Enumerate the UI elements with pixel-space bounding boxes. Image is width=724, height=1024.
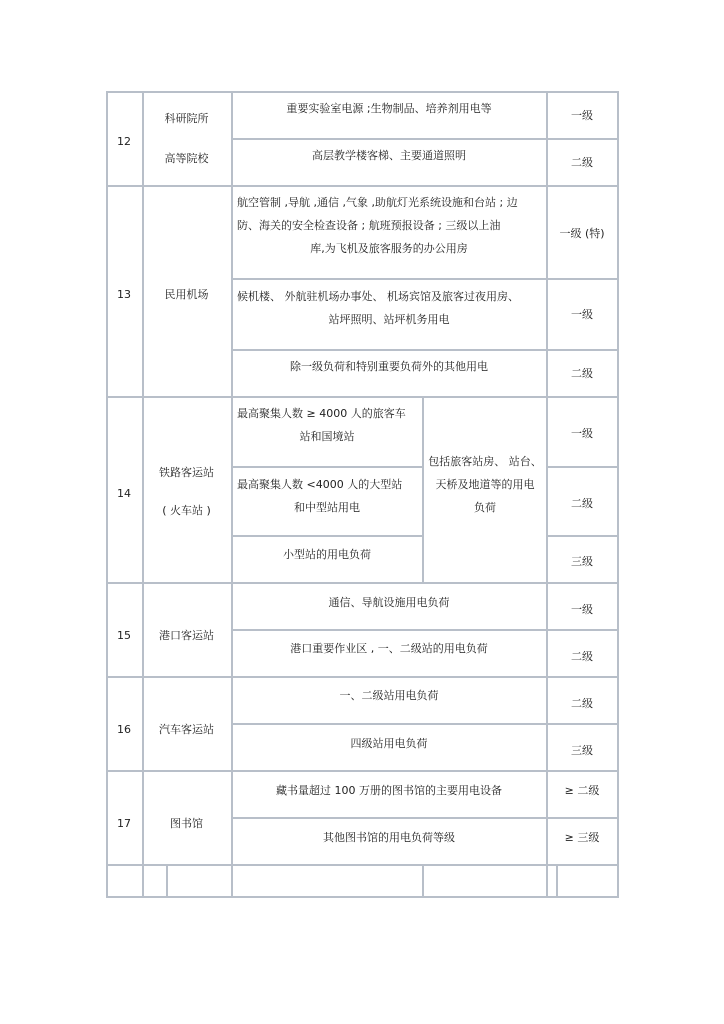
load-description: 其他图书馆的用电负荷等级 <box>323 831 455 844</box>
rule <box>142 91 144 898</box>
load-description: 航空管制 ,导航 ,通信 ,气象 ,助航灯光系统设施和台站 ; 边 <box>237 196 518 209</box>
load-level: 三级 <box>571 744 593 757</box>
rule <box>166 864 168 898</box>
row-number: 17 <box>117 817 131 830</box>
rule <box>106 896 618 898</box>
load-level: 二级 <box>571 497 593 510</box>
category-label: 汽车客运站 <box>159 723 214 736</box>
load-description: 重要实验室电源 ;生物制品、培养剂用电等 <box>286 102 492 115</box>
rule <box>106 185 618 187</box>
rule <box>106 582 618 584</box>
category-label: 图书馆 <box>170 817 203 830</box>
rule <box>232 278 618 280</box>
rule <box>106 396 618 398</box>
rule <box>232 349 618 351</box>
load-description: 小型站的用电负荷 <box>283 548 371 561</box>
row-number: 12 <box>117 135 131 148</box>
category-label: 港口客运站 <box>159 629 214 642</box>
category-label: 铁路客运站 <box>159 466 214 479</box>
load-level: 一级 <box>571 603 593 616</box>
row-number: 13 <box>117 288 131 301</box>
load-level: 三级 <box>571 555 593 568</box>
load-description: 防、海关的安全检查设备 ; 航班预报设备 ; 三级以上油 <box>237 219 501 232</box>
load-description: 和中型站用电 <box>294 501 360 514</box>
row-number: 16 <box>117 723 131 736</box>
rule <box>231 91 233 898</box>
shared-note: 包括旅客站房、 站台、 <box>428 455 542 468</box>
load-description: 一、二级站用电负荷 <box>339 689 439 702</box>
rule <box>232 629 618 631</box>
rule <box>106 864 618 866</box>
load-description: 藏书量超过 100 万册的图书馆的主要用电设备 <box>276 784 502 797</box>
load-description: 库,为飞机及旅客服务的办公用房 <box>310 242 468 255</box>
rule <box>422 864 424 898</box>
shared-note: 天桥及地道等的用电 <box>435 478 535 491</box>
load-description: 站坪照明、站坪机务用电 <box>328 313 450 326</box>
load-level: 一级 <box>571 109 593 122</box>
category-label: 高等院校 <box>164 152 209 165</box>
load-level: 二级 <box>571 650 593 663</box>
load-level: 一级 <box>571 427 593 440</box>
load-level: 二级 <box>571 367 593 380</box>
rule <box>232 466 422 468</box>
load-level: 一级 <box>571 308 593 321</box>
load-description: 除一级负荷和特别重要负荷外的其他用电 <box>290 360 488 373</box>
load-description: 站和国境站 <box>299 430 355 443</box>
rule <box>232 138 546 140</box>
rule <box>556 864 558 898</box>
load-description: 最高聚集人数 <4000 人的大型站 <box>237 478 403 491</box>
load-description: 港口重要作业区 , 一、二级站的用电负荷 <box>290 642 488 655</box>
load-level: ≥ 三级 <box>564 831 600 844</box>
rule <box>106 91 618 93</box>
category-label: 民用机场 <box>164 288 209 301</box>
rule <box>546 535 618 537</box>
load-level: 二级 <box>571 156 593 169</box>
rule <box>232 817 618 819</box>
load-description: 最高聚集人数 ≥ 4000 人的旅客车 <box>237 407 406 420</box>
load-level: 一级 (特) <box>559 227 605 240</box>
load-description: 四级站用电负荷 <box>350 737 428 750</box>
load-level: 二级 <box>571 697 593 710</box>
rule <box>232 535 422 537</box>
load-description: 候机楼、 外航驻机场办事处、 机场宾馆及旅客过夜用房、 <box>237 290 519 303</box>
load-description: 高层教学楼客梯、主要通道照明 <box>312 149 466 162</box>
rule <box>546 466 618 468</box>
rule <box>106 770 618 772</box>
row-number: 14 <box>117 487 131 500</box>
rule <box>106 676 618 678</box>
shared-note: 负荷 <box>474 501 496 514</box>
load-level: ≥ 二级 <box>564 784 600 797</box>
load-description: 通信、导航设施用电负荷 <box>328 596 450 609</box>
rule <box>232 723 618 725</box>
category-label: ( 火车站 ) <box>162 504 211 517</box>
category-label: 科研院所 <box>164 112 209 125</box>
row-number: 15 <box>117 629 131 642</box>
rule <box>546 138 618 140</box>
